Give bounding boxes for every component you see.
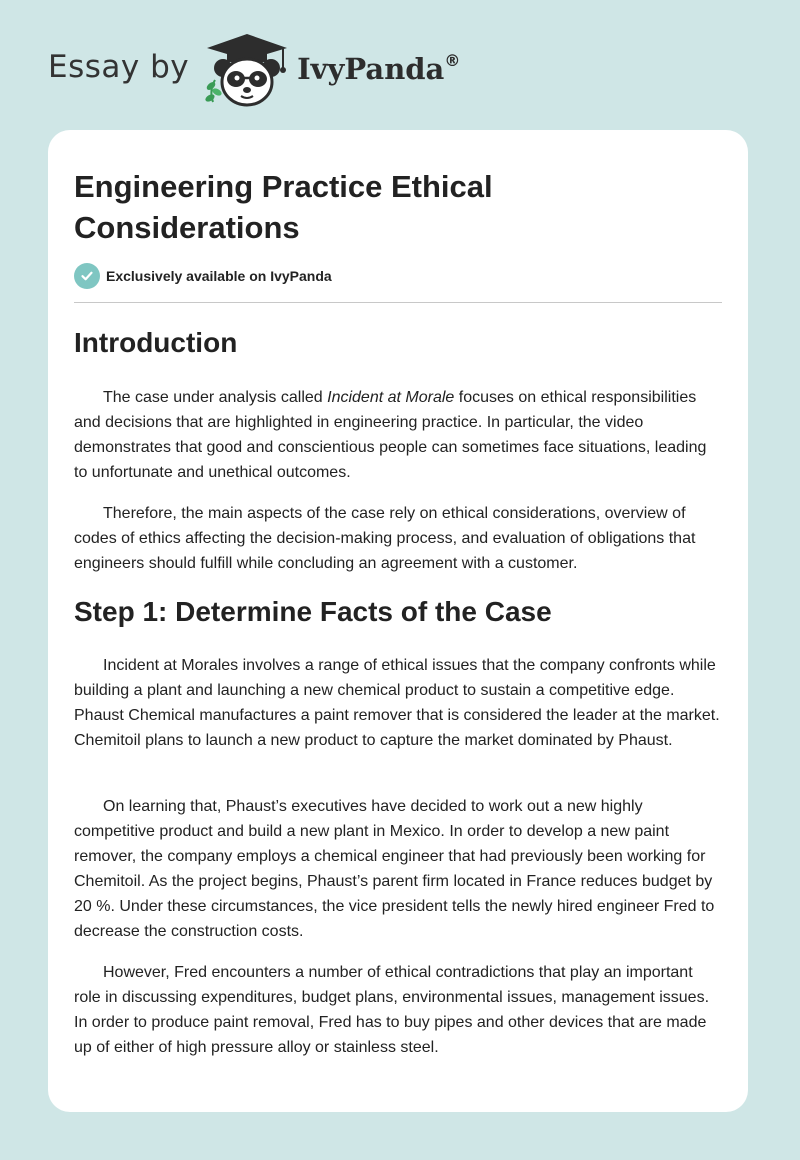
panda-logo-icon[interactable] [203, 30, 291, 110]
registered-mark: ® [444, 51, 461, 71]
essay-by-label: Essay by [48, 49, 190, 85]
page-title: Engineering Practice Ethical Considerations [74, 169, 493, 245]
paragraph: The case under analysis called Incident at Morale focuses on ethical responsibilities and decisions that are highlighted in engineering practice. In particular, the video demonstrates that good and conscientious people can sometimes face situations, leading to unfortunate and unethical outcomes. [74, 389, 707, 481]
paragraph: Incident at Morales involves a range of ethical issues that the company confronts while building a plant and launching a new chemical product to sustain a competitive edge. Phaust Chemical manufactures a paint remover that is considered the leader at the market. Chemitoil plans to launch a new product to capture the market dominated by Phaust. [74, 657, 720, 749]
divider [74, 302, 722, 303]
exclusive-badge [74, 263, 332, 289]
brand-name[interactable]: IvyPanda® [297, 51, 461, 86]
check-icon [74, 263, 100, 289]
case-title: Incident at Morale [327, 389, 455, 406]
section-heading: Introduction [74, 327, 238, 358]
section-heading: Step 1: Determine Facts of the Case [74, 596, 552, 627]
paragraph: However, Fred encounters a number of ethical contradictions that play an important role in discussing expenditures, budget plans, environmental issues, management issues. In order to produce paint removal, Fred has to buy pipes and other devices that are made up of either of high pressure alloy or stainless steel. [74, 964, 710, 1056]
paragraph: Therefore, the main aspects of the case rely on ethical considerations, overview of codes of ethics affecting the decision-making process, and evaluation of obligations that engineers should fulfill while concluding an agreement with a customer. [74, 505, 696, 572]
essay-card [48, 130, 748, 1112]
badge-text: Exclusively available on IvyPanda [106, 268, 332, 284]
paragraph: On learning that, Phaust’s executives have decided to work out a new highly competitive product and build a new plant in Mexico. In order to develop a new paint remover, the company employs a chemical engineer that had previously been working for Chemitoil. As the project begins, Phaust’s parent firm located in France reduces budget by 20 %. Under these circumstances, the vice president tells the newly hired engineer Fred to decrease the construction costs. [74, 798, 715, 940]
site-header [48, 30, 460, 110]
